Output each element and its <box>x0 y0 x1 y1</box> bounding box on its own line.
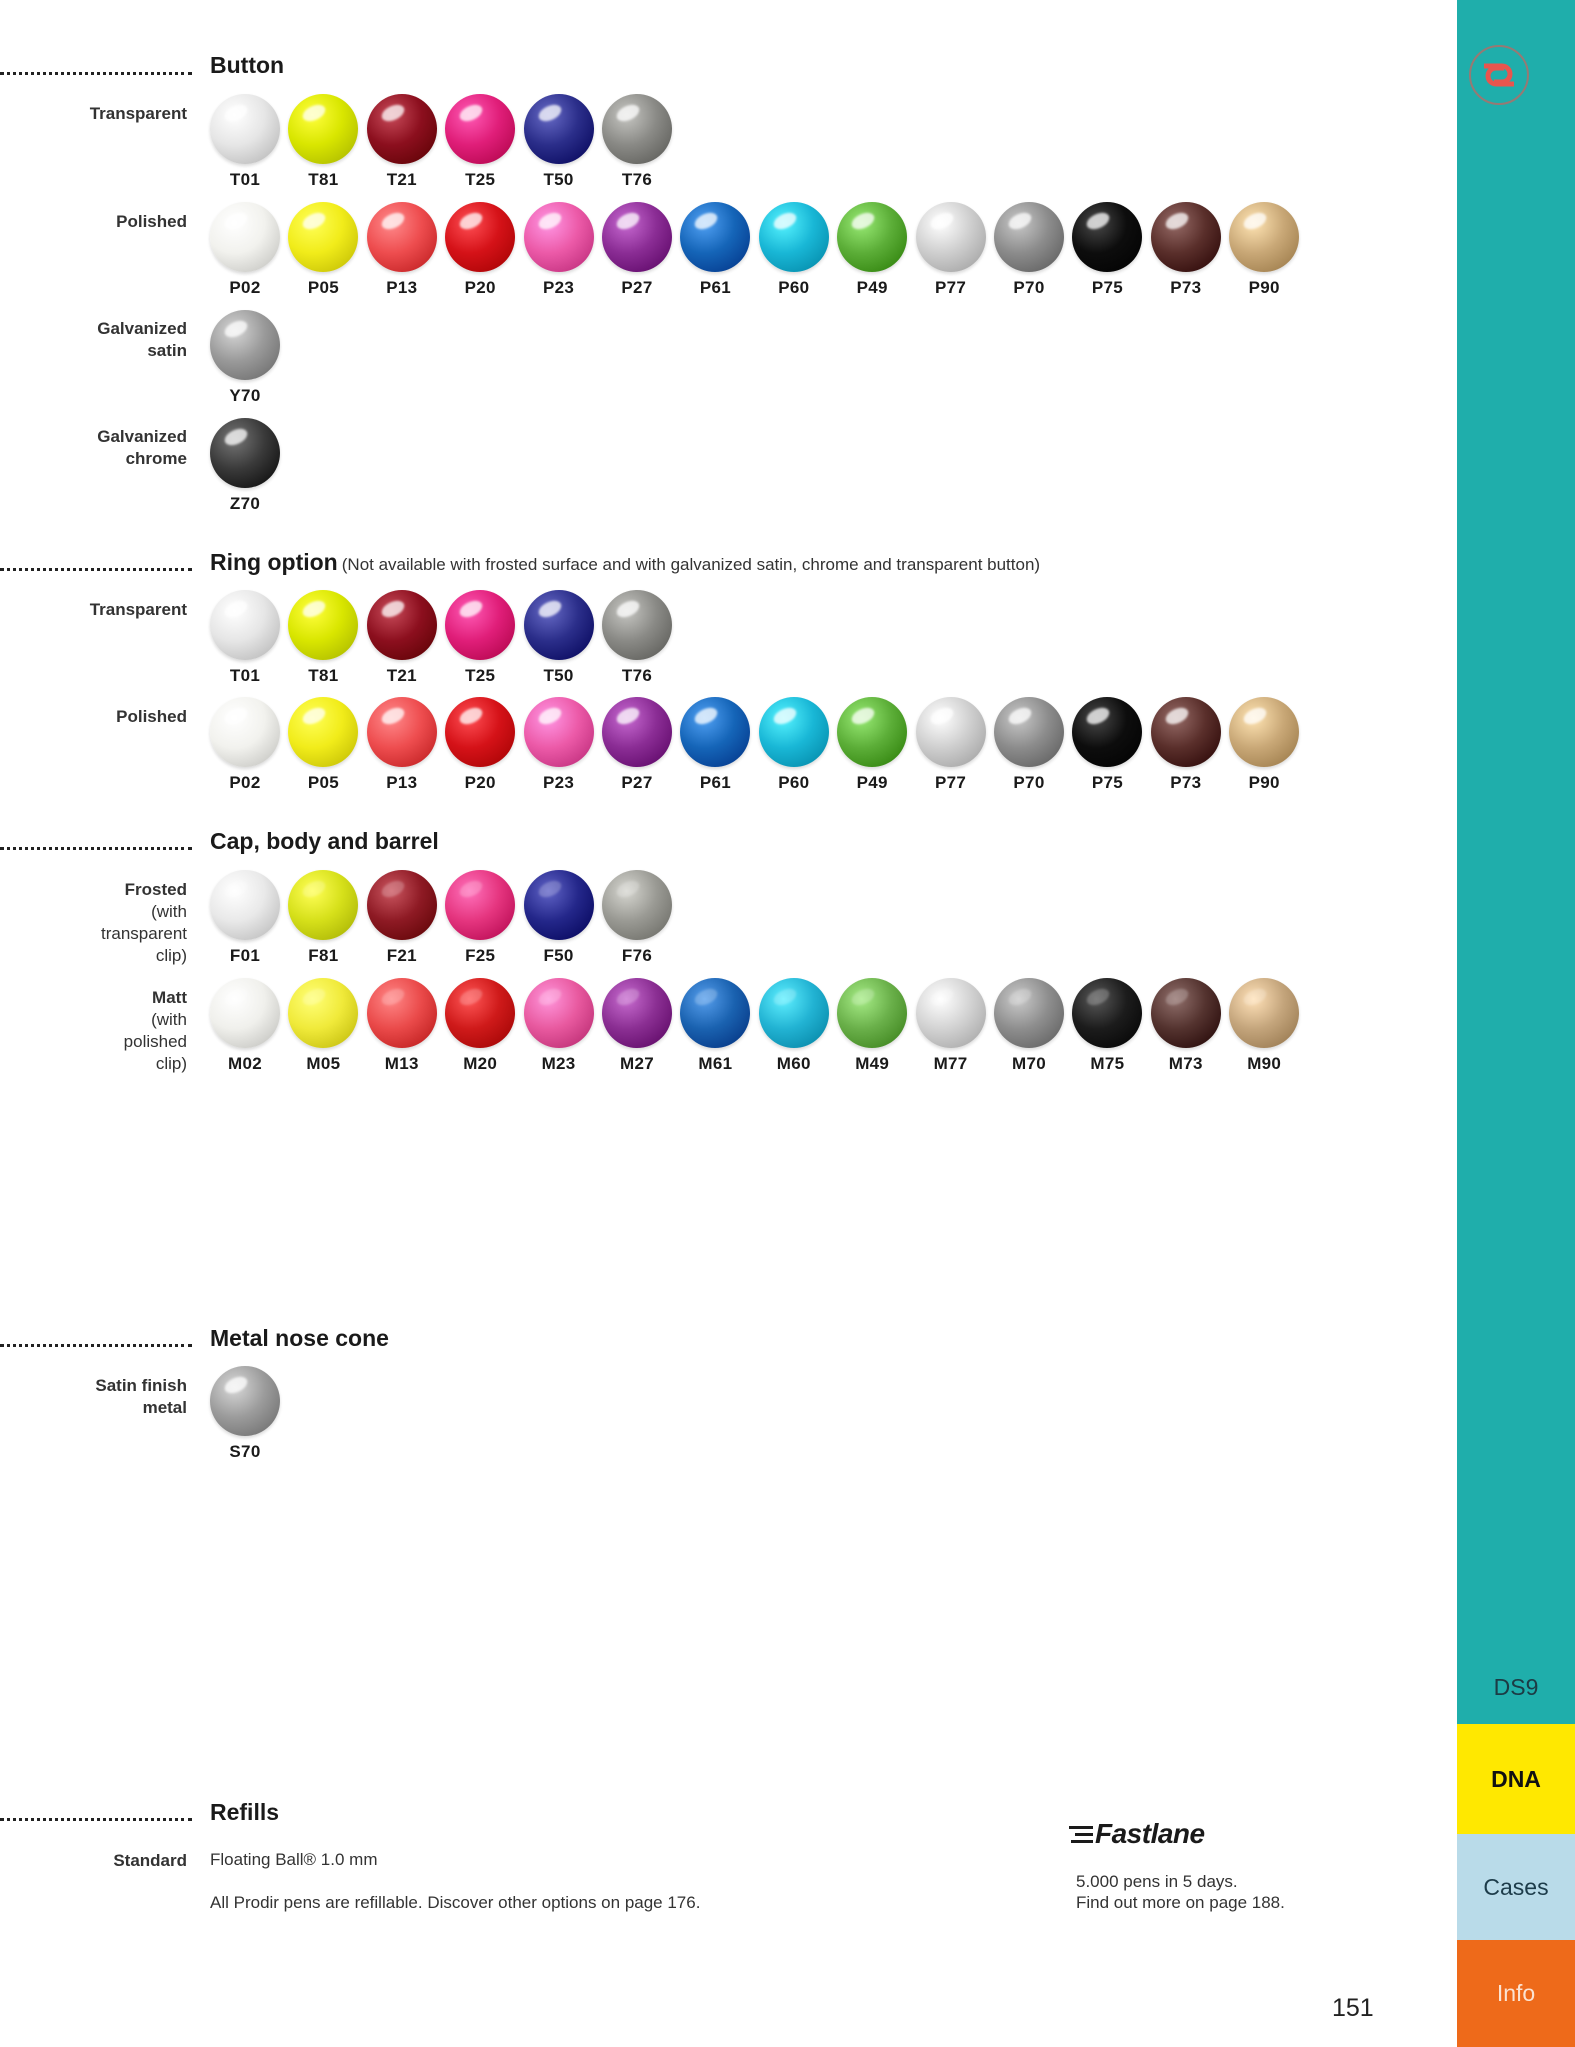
color-code: P13 <box>386 278 418 297</box>
color-swatch-m02 <box>210 978 280 1074</box>
side-tab-bar <box>1457 0 1575 2047</box>
fastlane-logo <box>1067 1818 1205 1850</box>
color-ball <box>602 202 672 272</box>
color-swatch-p20 <box>445 697 515 793</box>
color-swatch-t21 <box>367 94 437 190</box>
color-ball <box>1151 202 1221 272</box>
color-ball <box>994 697 1064 767</box>
row-label-line: Galvanized <box>97 319 187 338</box>
color-code: F81 <box>308 946 339 965</box>
color-swatch-m23 <box>524 978 594 1074</box>
color-code: M20 <box>463 1054 498 1073</box>
color-code: T21 <box>386 666 417 685</box>
color-swatch-f25 <box>445 870 515 966</box>
color-ball <box>445 590 515 660</box>
row-label-ring-polished: Polished <box>116 707 187 726</box>
row-label-line: transparent <box>101 924 187 943</box>
color-code: P73 <box>1170 278 1202 297</box>
color-ball <box>759 697 829 767</box>
color-swatch-p61 <box>680 697 750 793</box>
row-label-line: (with <box>151 902 187 921</box>
color-swatch-m73 <box>1151 978 1221 1074</box>
color-ball <box>759 978 829 1048</box>
color-code: P75 <box>1091 278 1123 297</box>
color-code: P20 <box>464 278 496 297</box>
color-ball <box>759 202 829 272</box>
section-title-cap-body-barrel: Cap, body and barrel <box>210 828 439 854</box>
color-code: M60 <box>776 1054 811 1073</box>
color-code: M27 <box>620 1054 654 1073</box>
color-swatch-p27 <box>602 202 672 298</box>
color-ball <box>288 94 358 164</box>
side-tab-background <box>1457 0 1575 1724</box>
color-swatch-t81 <box>288 590 358 686</box>
color-code: T81 <box>308 666 339 685</box>
color-ball <box>210 1366 280 1436</box>
color-code: F21 <box>386 946 417 965</box>
color-swatch-p60 <box>759 697 829 793</box>
color-code: P13 <box>386 773 418 792</box>
color-code: F01 <box>229 946 261 965</box>
color-swatch-p90 <box>1229 202 1299 298</box>
color-ball <box>1151 697 1221 767</box>
fastlane-speed-lines-icon <box>1067 1823 1095 1845</box>
color-code: P05 <box>307 278 339 297</box>
color-ball <box>288 978 358 1048</box>
row-label-line: Frosted <box>124 880 187 899</box>
color-ball <box>994 202 1064 272</box>
color-ball <box>602 697 672 767</box>
row-label-button-transparent: Transparent <box>89 104 187 123</box>
color-ball <box>210 870 280 940</box>
section-divider-dots <box>0 1818 192 1821</box>
color-swatch-p70 <box>994 202 1064 298</box>
color-code: M70 <box>1012 1054 1046 1073</box>
promo-line-1: 5.000 pens in 5 days. <box>1076 1872 1238 1891</box>
color-code: M61 <box>698 1054 733 1073</box>
color-code: T50 <box>543 170 574 189</box>
color-swatch-p77 <box>916 697 986 793</box>
row-label-cap-frosted <box>101 879 187 967</box>
color-ball <box>994 978 1064 1048</box>
color-code: M90 <box>1247 1054 1282 1073</box>
color-code: T50 <box>543 666 574 685</box>
color-swatch-t01 <box>210 590 280 686</box>
color-swatch-m20 <box>445 978 515 1074</box>
color-ball <box>210 310 280 380</box>
color-ball <box>916 202 986 272</box>
row-label-line: (with <box>151 1010 187 1029</box>
color-swatch-p23 <box>524 202 594 298</box>
color-ball <box>602 94 672 164</box>
color-ball <box>916 697 986 767</box>
row-label-cap-matt <box>124 987 187 1075</box>
section-divider-dots <box>0 568 192 571</box>
color-code: T25 <box>465 666 496 685</box>
color-swatch-p70 <box>994 697 1064 793</box>
row-label-line: Galvanized <box>97 427 187 446</box>
color-code: P70 <box>1013 278 1045 297</box>
row-label-line: polished <box>123 1032 187 1051</box>
color-swatch-t25 <box>445 94 515 190</box>
color-swatch-p60 <box>759 202 829 298</box>
color-code: P49 <box>856 773 888 792</box>
color-ball <box>445 697 515 767</box>
color-code: P20 <box>464 773 496 792</box>
color-ball <box>1072 978 1142 1048</box>
color-ball <box>524 590 594 660</box>
color-ball <box>1229 202 1299 272</box>
color-ball <box>680 978 750 1048</box>
section-divider-dots <box>0 72 192 75</box>
color-code: Y70 <box>229 386 261 405</box>
row-label-standard: Standard <box>113 1851 187 1870</box>
row-label-button-polished: Polished <box>116 212 187 231</box>
color-swatch-p73 <box>1151 697 1221 793</box>
color-ball <box>916 978 986 1048</box>
color-swatch-p73 <box>1151 202 1221 298</box>
color-swatch-f21 <box>367 870 437 966</box>
color-code: F76 <box>621 946 653 965</box>
color-ball <box>837 978 907 1048</box>
tab-dna-label: DNA <box>1491 1765 1541 1792</box>
row-label-button-galvanized-satin <box>97 318 187 362</box>
color-swatch-t81 <box>288 94 358 190</box>
row-label-line: chrome <box>125 449 187 468</box>
color-code: P27 <box>621 773 653 792</box>
color-swatch-f76 <box>602 870 672 966</box>
color-ball <box>524 978 594 1048</box>
color-ball <box>680 202 750 272</box>
color-code: M75 <box>1090 1054 1125 1073</box>
row-label-button-galvanized-chrome <box>97 426 187 470</box>
color-ball <box>210 697 280 767</box>
color-code: Z70 <box>229 494 261 513</box>
color-swatch-m13 <box>367 978 437 1074</box>
color-code: M73 <box>1168 1054 1203 1073</box>
color-swatch-f01 <box>210 870 280 966</box>
color-swatch-p27 <box>602 697 672 793</box>
color-code: P73 <box>1170 773 1202 792</box>
refill-description: Floating Ball® 1.0 mm <box>210 1850 378 1869</box>
color-swatch-p05 <box>288 202 358 298</box>
color-ball <box>445 202 515 272</box>
color-swatch-p77 <box>916 202 986 298</box>
row-label-line: satin <box>147 341 187 360</box>
color-code: P02 <box>229 278 261 297</box>
color-code: P61 <box>699 278 731 297</box>
row-label-line: Satin finish <box>95 1376 187 1395</box>
page-number: 151 <box>1332 1994 1374 2022</box>
color-swatch-m75 <box>1072 978 1142 1074</box>
color-ball <box>1229 697 1299 767</box>
refill-note: All Prodir pens are refillable. Discover other options on page 176. <box>210 1893 701 1912</box>
color-ball <box>367 978 437 1048</box>
color-code: P90 <box>1248 773 1280 792</box>
color-swatch-p23 <box>524 697 594 793</box>
color-ball <box>524 870 594 940</box>
color-swatch-m60 <box>759 978 829 1074</box>
ring-option-title: Ring option <box>210 549 338 575</box>
color-swatch-t50 <box>524 590 594 686</box>
tab-cases[interactable] <box>1457 1834 1575 1940</box>
color-swatch-p05 <box>288 697 358 793</box>
color-code: T01 <box>229 170 261 189</box>
color-swatch-m49 <box>837 978 907 1074</box>
tab-info[interactable] <box>1457 1940 1575 2047</box>
color-code: P49 <box>856 278 888 297</box>
color-code: P77 <box>935 773 967 792</box>
row-label-line: Matt <box>152 988 187 1007</box>
brand-logo-icon <box>1468 44 1530 106</box>
color-code: M49 <box>855 1054 890 1073</box>
color-swatch-s70 <box>210 1366 280 1462</box>
color-ball <box>445 870 515 940</box>
color-swatch-t76 <box>602 590 672 686</box>
color-code: P23 <box>543 773 575 792</box>
color-code: T01 <box>229 666 261 685</box>
color-swatch-p13 <box>367 697 437 793</box>
section-divider-dots <box>0 847 192 850</box>
color-ball <box>837 697 907 767</box>
color-swatch-p75 <box>1072 697 1142 793</box>
color-swatch-f50 <box>524 870 594 966</box>
color-code: P61 <box>699 773 731 792</box>
fastlane-brand: Fastlane <box>1095 1818 1205 1849</box>
color-swatch-p49 <box>837 697 907 793</box>
color-code: M02 <box>228 1054 262 1073</box>
color-swatch-t21 <box>367 590 437 686</box>
color-ball <box>367 870 437 940</box>
row-label-satin-finish-metal <box>95 1375 187 1419</box>
color-code: F50 <box>543 946 574 965</box>
color-ball <box>445 978 515 1048</box>
row-label-line: clip) <box>155 1054 187 1073</box>
tab-info-label: Info <box>1496 1980 1536 2006</box>
section-title-ring-option <box>210 549 1040 576</box>
color-swatch-p20 <box>445 202 515 298</box>
color-code: P90 <box>1248 278 1280 297</box>
color-swatch-p02 <box>210 697 280 793</box>
color-ball <box>288 202 358 272</box>
color-code: P02 <box>229 773 261 792</box>
color-swatch-p13 <box>367 202 437 298</box>
color-ball <box>524 697 594 767</box>
color-ball <box>210 418 280 488</box>
color-ball <box>524 202 594 272</box>
section-title-metal-nose-cone: Metal nose cone <box>210 1325 389 1351</box>
color-ball <box>445 94 515 164</box>
color-swatch-t25 <box>445 590 515 686</box>
tab-cases-label: Cases <box>1483 1873 1549 1900</box>
color-code: P77 <box>935 278 967 297</box>
color-code: M77 <box>933 1054 968 1073</box>
color-ball <box>602 590 672 660</box>
color-ball <box>210 202 280 272</box>
color-ball <box>1072 202 1142 272</box>
color-ball <box>367 202 437 272</box>
color-code: P05 <box>307 773 339 792</box>
color-ball <box>367 94 437 164</box>
color-swatch-t01 <box>210 94 280 190</box>
row-label-line: metal <box>142 1398 187 1417</box>
color-swatch-z70 <box>210 418 280 514</box>
color-code: P60 <box>778 278 810 297</box>
color-ball <box>1072 697 1142 767</box>
color-ball <box>210 590 280 660</box>
tab-ds9-label: DS9 <box>1493 1673 1539 1700</box>
color-swatch-m90 <box>1229 978 1299 1074</box>
color-swatch-t50 <box>524 94 594 190</box>
color-code: F25 <box>465 946 496 965</box>
color-code: M23 <box>541 1054 576 1073</box>
color-swatch-y70 <box>210 310 280 406</box>
color-ball <box>210 978 280 1048</box>
color-ball <box>837 202 907 272</box>
color-swatch-p49 <box>837 202 907 298</box>
color-code: T21 <box>386 170 417 189</box>
color-ball <box>210 94 280 164</box>
section-divider-dots <box>0 1344 192 1347</box>
ring-option-note: (Not available with frosted surface and with galvanized satin, chrome and transparent button) <box>341 555 1041 574</box>
color-ball <box>288 697 358 767</box>
color-swatch-m27 <box>602 978 672 1074</box>
color-code: T81 <box>308 170 339 189</box>
color-code: S70 <box>229 1442 261 1461</box>
color-ball <box>1229 978 1299 1048</box>
color-code: P27 <box>621 278 653 297</box>
color-ball <box>288 870 358 940</box>
color-swatch-m70 <box>994 978 1064 1074</box>
color-code: M13 <box>384 1054 419 1073</box>
color-code: P60 <box>778 773 810 792</box>
color-ball <box>680 697 750 767</box>
color-code: M05 <box>306 1054 341 1073</box>
row-label-line: clip) <box>155 946 187 965</box>
color-ball <box>288 590 358 660</box>
color-code: P23 <box>543 278 575 297</box>
color-swatch-m05 <box>288 978 358 1074</box>
color-ball <box>602 978 672 1048</box>
color-swatch-m77 <box>916 978 986 1074</box>
color-swatch-t76 <box>602 94 672 190</box>
color-swatch-f81 <box>288 870 358 966</box>
row-label-ring-transparent: Transparent <box>89 600 187 619</box>
color-swatch-p75 <box>1072 202 1142 298</box>
color-ball <box>367 697 437 767</box>
color-code: T76 <box>621 666 653 685</box>
color-swatch-p90 <box>1229 697 1299 793</box>
color-code: P70 <box>1013 773 1045 792</box>
color-code: T76 <box>621 170 653 189</box>
color-ball <box>367 590 437 660</box>
section-title-button: Button <box>210 52 285 78</box>
color-code: T25 <box>465 170 496 189</box>
tab-ds9[interactable] <box>1457 1650 1575 1724</box>
color-code: P75 <box>1091 773 1123 792</box>
color-swatch-p61 <box>680 202 750 298</box>
tab-dna[interactable] <box>1457 1724 1575 1834</box>
color-swatch-p02 <box>210 202 280 298</box>
color-ball <box>1151 978 1221 1048</box>
color-ball <box>524 94 594 164</box>
color-swatch-m61 <box>680 978 750 1074</box>
color-ball <box>602 870 672 940</box>
promo-line-2: Find out more on page 188. <box>1076 1893 1285 1912</box>
section-title-refills: Refills <box>210 1799 280 1825</box>
